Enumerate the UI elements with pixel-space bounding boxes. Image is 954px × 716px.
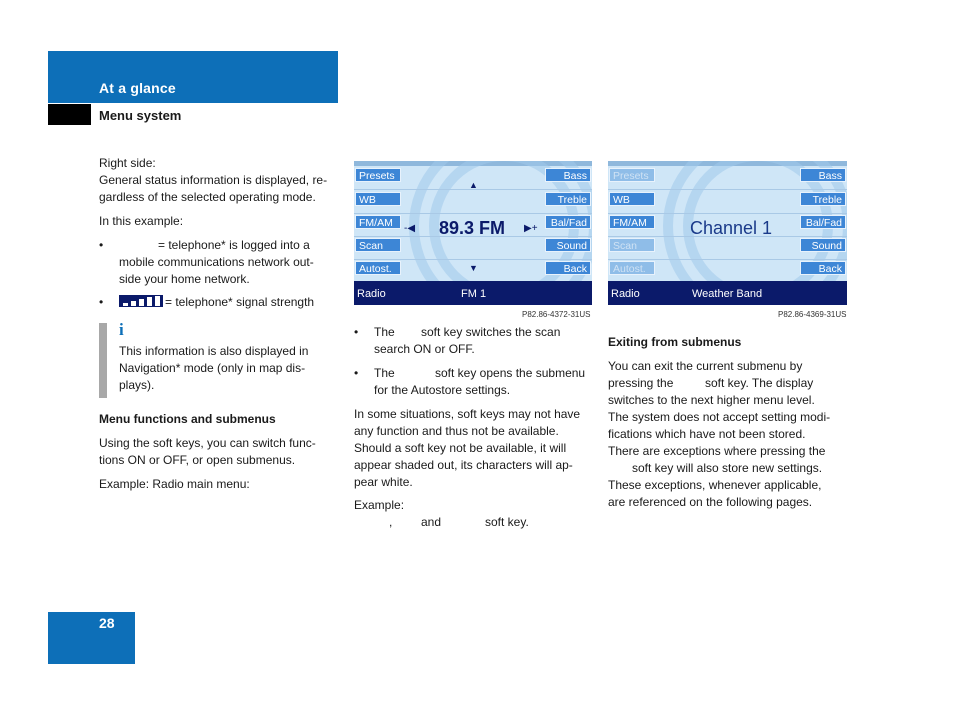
page-number: 28 [99, 615, 115, 631]
page-number-box [48, 612, 135, 664]
softkey-sound[interactable]: Sound [800, 238, 846, 252]
softkey-presets-disabled: Presets [609, 168, 655, 182]
bullet2-line [119, 294, 314, 311]
col3-line2-pre: pressing the [608, 376, 674, 390]
softkey-wb[interactable]: WB [609, 192, 655, 206]
tune-down-icon[interactable]: ▼ [469, 263, 478, 273]
col3-heading: Exiting from submenus [608, 335, 742, 349]
softkey-bass[interactable]: Bass [545, 168, 591, 182]
example-intro: In this example: [99, 214, 184, 228]
col2-example-end: soft key. [485, 515, 529, 529]
col3-line7: soft key will also store new settings. [632, 461, 823, 475]
bullet2-text: = telephone* signal strength [165, 295, 315, 309]
col2-bullet1-post: soft key switches the scan [421, 325, 561, 339]
softkey-autostore[interactable]: Autost. [355, 261, 401, 275]
bullet1-line3: side your home network. [119, 272, 250, 286]
screen2-caption: P82.86-4369-31US [778, 310, 847, 319]
col2-example-comma: , [389, 515, 393, 529]
softkey-back[interactable]: Back [545, 261, 591, 275]
softkey-autostore-disabled: Autost. [609, 261, 655, 275]
softkey-fm-am[interactable]: FM/AM [355, 215, 401, 229]
col3-line6: There are exceptions where pressing the [608, 444, 826, 458]
example-radio: Example: Radio main menu: [99, 477, 250, 491]
note-bar [99, 323, 107, 398]
col3-line1: You can exit the current submenu by [608, 359, 803, 373]
col2-bullet1-line2: search ON or OFF. [374, 342, 475, 356]
col2-para-line3: Should a soft key not be available, it will [354, 441, 567, 455]
col2-bullet2-post: soft key opens the submenu [435, 366, 586, 380]
col3-line3: switches to the next higher menu level. [608, 393, 815, 407]
menu-heading: Menu functions and submenus [99, 412, 276, 426]
note-line1: This information is also displayed in [119, 344, 309, 358]
softkey-fm-am[interactable]: FM/AM [609, 215, 655, 229]
status-band: FM 1 [461, 288, 487, 300]
col2-para-line1: In some situations, soft keys may not have [354, 407, 581, 421]
col2-example-label: Example: [354, 498, 405, 512]
header-band [48, 51, 338, 103]
col3-line8: These exceptions, whenever applicable, [608, 478, 822, 492]
softkey-treble[interactable]: Treble [800, 192, 846, 206]
screen1-caption: P82.86-4372-31US [522, 310, 591, 319]
bullet1-line2: mobile communications network out- [119, 255, 314, 269]
seek-left-icon[interactable]: -◀ [404, 223, 416, 234]
softkey-sound[interactable]: Sound [545, 238, 591, 252]
channel-display: Channel 1 [690, 218, 773, 238]
col3-line5: fications which have not been stored. [608, 427, 806, 441]
subsection-title: Menu system [99, 108, 182, 123]
menu-line2: tions ON or OFF, or open submenus. [99, 453, 296, 467]
softkey-bal-fad[interactable]: Bal/Fad [545, 215, 591, 229]
seek-right-icon[interactable]: ▶+ [524, 223, 538, 234]
col3-line4: The system does not accept setting modi- [608, 410, 831, 424]
col3-line9: are referenced on the following pages. [608, 495, 813, 509]
bullet-glyph: • [354, 325, 359, 339]
col2-example-and: and [421, 515, 442, 529]
note-line2: Navigation* mode (only in map dis- [119, 361, 306, 375]
col2-bullet2-pre: The [374, 366, 395, 380]
frequency-display: 89.3 FM [439, 218, 506, 238]
col3-line2-post: soft key. The display [705, 376, 814, 390]
right-side-text-2: gardless of the selected operating mode. [99, 190, 316, 204]
status-source: Radio [611, 288, 640, 300]
radio-screen-weather [608, 161, 847, 305]
softkey-bass[interactable]: Bass [800, 168, 846, 182]
bullet-glyph: • [354, 366, 359, 380]
right-side-text-1: General status information is displayed, re- [99, 173, 328, 187]
info-icon: i [119, 320, 124, 339]
signal-strength-icon [119, 295, 163, 307]
softkey-wb[interactable]: WB [355, 192, 401, 206]
section-title: At a glance [99, 80, 176, 96]
col2-bullet2-line2: for the Autostore settings. [374, 383, 511, 397]
tune-up-icon[interactable]: ▲ [469, 180, 478, 190]
status-source: Radio [357, 288, 386, 300]
menu-line1: Using the soft keys, you can switch func- [99, 436, 316, 450]
bullet-glyph: • [99, 238, 104, 252]
radio-screen-fm [354, 161, 592, 305]
softkey-presets[interactable]: Presets [355, 168, 401, 182]
softkey-scan-disabled: Scan [609, 238, 655, 252]
status-band: Weather Band [692, 288, 763, 300]
softkey-treble[interactable]: Treble [545, 192, 591, 206]
softkey-bal-fad[interactable]: Bal/Fad [800, 215, 846, 229]
col2-para-line2: any function and thus not be available. [354, 424, 559, 438]
col2-para-line4: appear shaded out, its characters will ap- [354, 458, 573, 472]
right-side-title: Right side: [99, 156, 156, 170]
bullet-glyph: • [99, 295, 104, 309]
softkey-back[interactable]: Back [800, 261, 846, 275]
bullet1-line1: = telephone* is logged into a [158, 238, 310, 252]
col2-bullet1-pre: The [374, 325, 395, 339]
softkey-scan[interactable]: Scan [355, 238, 401, 252]
header-marker [48, 104, 91, 125]
col2-para-line5: pear white. [354, 475, 413, 489]
note-line3: plays). [119, 378, 155, 392]
